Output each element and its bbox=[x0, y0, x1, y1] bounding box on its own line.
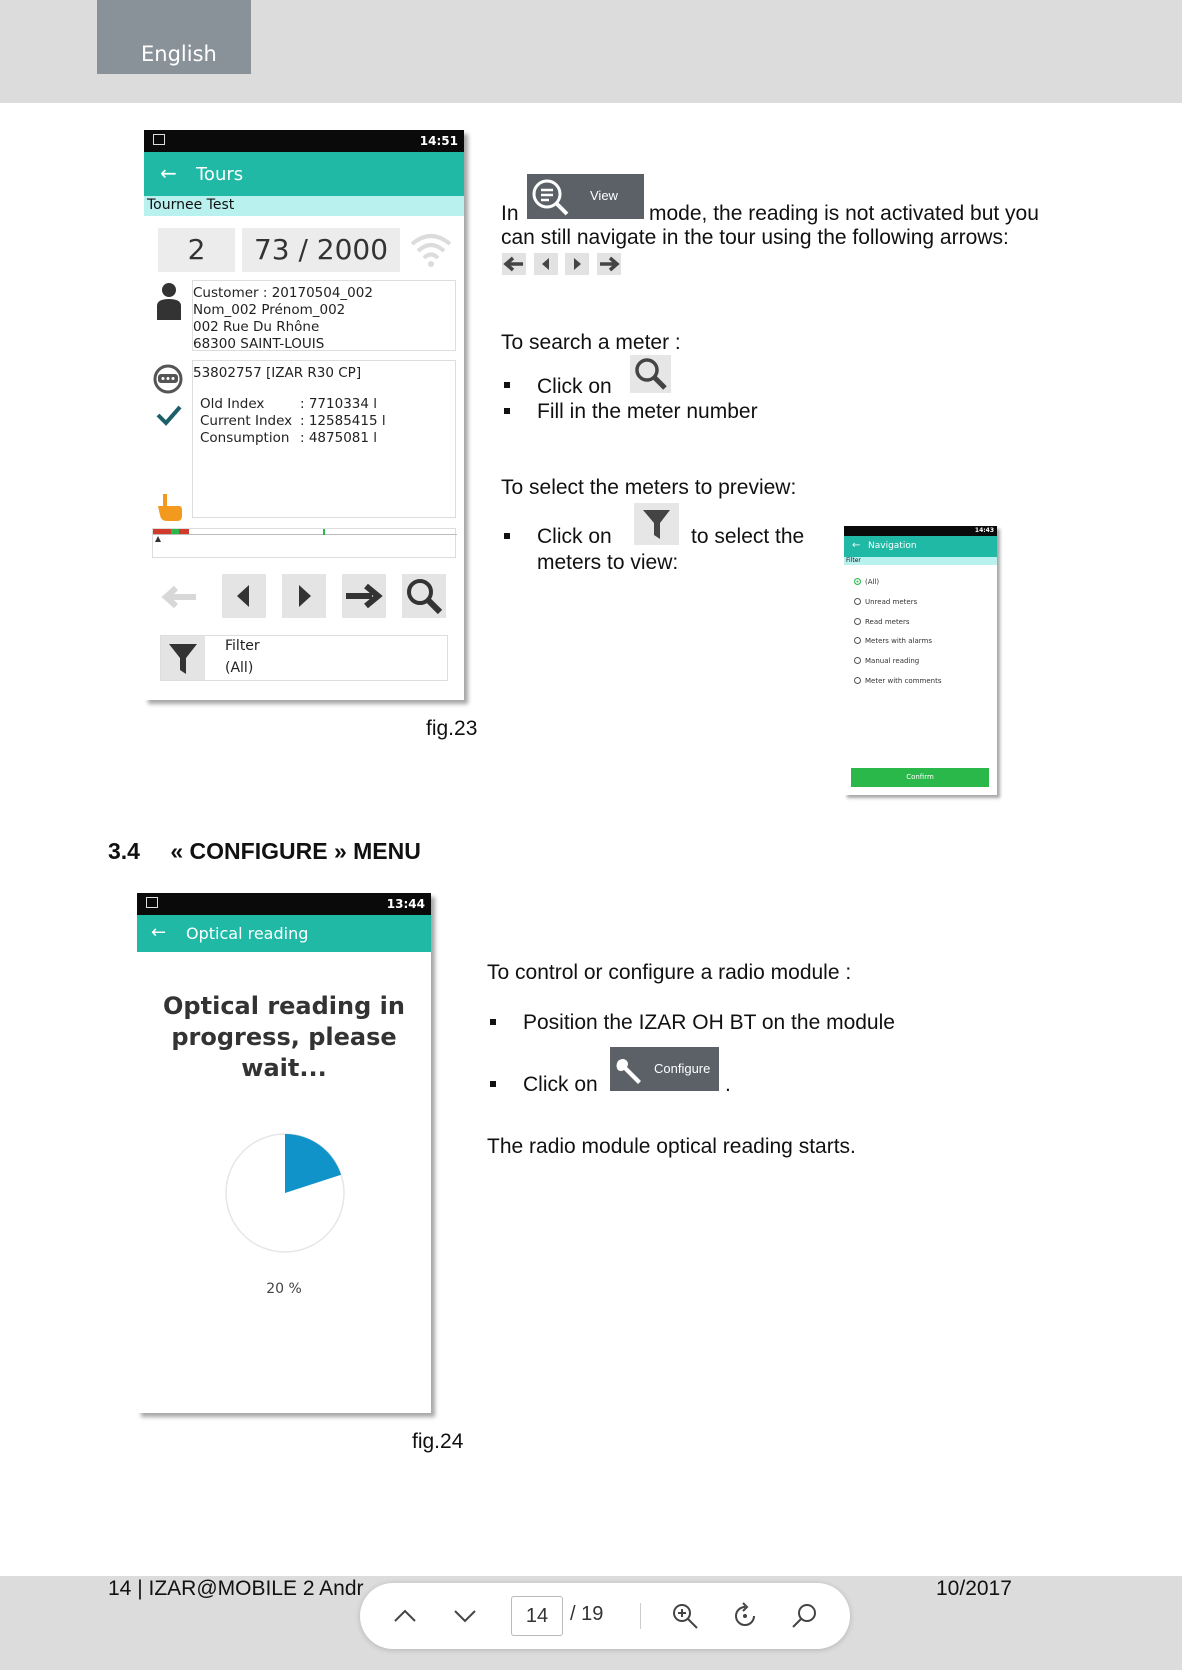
bullet bbox=[490, 1019, 496, 1025]
index-label: Consumption bbox=[200, 430, 290, 446]
select-title: To select the meters to preview: bbox=[501, 476, 797, 499]
arrow-left-icon bbox=[502, 253, 526, 275]
radio-icon bbox=[854, 657, 861, 664]
radio-selected-icon bbox=[854, 578, 861, 585]
section-title: « CONFIGURE » MENU bbox=[170, 838, 421, 864]
arrow-right-icon bbox=[597, 253, 621, 275]
gallery-icon bbox=[153, 134, 165, 145]
app-bar bbox=[144, 152, 464, 196]
triangle-left-icon bbox=[534, 253, 558, 275]
section-number: 3.4 bbox=[108, 838, 140, 864]
view-button-label: View bbox=[590, 188, 618, 203]
optical-message bbox=[137, 991, 431, 1084]
triangle-right-icon bbox=[282, 574, 326, 618]
figure-caption-23: fig.23 bbox=[426, 717, 478, 740]
view-magnifier-icon bbox=[530, 177, 570, 217]
app-bar bbox=[844, 536, 997, 557]
meter-id: 53802757 [IZAR R30 CP] bbox=[193, 365, 362, 381]
wrench-icon bbox=[614, 1055, 644, 1085]
option-label: Meter with comments bbox=[865, 677, 942, 685]
option-unread[interactable] bbox=[854, 598, 917, 606]
arrow-right-icon bbox=[342, 574, 386, 618]
pdf-toolbar bbox=[360, 1583, 850, 1649]
last-button[interactable] bbox=[342, 574, 386, 618]
table-row bbox=[200, 430, 386, 447]
meter-card bbox=[192, 360, 456, 518]
back-arrow-icon[interactable]: ← bbox=[151, 922, 167, 943]
meter-icon bbox=[150, 364, 186, 394]
index-value: : 4875081 l bbox=[300, 430, 378, 446]
customer-line-2: Nom_002 Prénom_002 bbox=[193, 302, 346, 318]
progress-percent: 20 % bbox=[266, 1281, 302, 1297]
configure-intro: To control or configure a radio module : bbox=[487, 961, 852, 984]
next-button[interactable] bbox=[282, 574, 326, 618]
configure-outro: The radio module optical reading starts. bbox=[487, 1135, 856, 1158]
option-label: Meters with alarms bbox=[865, 637, 932, 645]
option-label: Read meters bbox=[865, 618, 910, 626]
bullet bbox=[504, 408, 510, 414]
table-row bbox=[200, 413, 386, 430]
gallery-icon bbox=[146, 897, 158, 908]
select-bullet-a: Click on bbox=[537, 525, 612, 548]
option-read[interactable] bbox=[854, 618, 910, 626]
option-label: Manual reading bbox=[865, 657, 920, 665]
search-icon bbox=[630, 355, 671, 393]
customer-line-3: 002 Rue Du Rhône bbox=[193, 319, 320, 335]
filter-button[interactable] bbox=[161, 636, 205, 680]
configure-bullet-2: Click on bbox=[523, 1073, 598, 1096]
select-bullet-c: meters to view: bbox=[537, 551, 679, 574]
status-bar bbox=[844, 526, 997, 536]
last-arrow-chip bbox=[597, 253, 621, 275]
filter-box[interactable] bbox=[160, 635, 448, 681]
tour-name: Tournee Test bbox=[144, 196, 464, 216]
customer-line-1: Customer : 20170504_002 bbox=[193, 285, 373, 301]
footer-date: 10/2017 bbox=[936, 1577, 1012, 1600]
option-comments[interactable] bbox=[854, 677, 941, 685]
bullet bbox=[490, 1081, 496, 1087]
app-bar-title: Navigation bbox=[868, 541, 917, 551]
configure-bullet-2-end: . bbox=[725, 1073, 731, 1096]
chevron-down-icon[interactable] bbox=[450, 1601, 480, 1631]
option-alarms[interactable] bbox=[854, 637, 932, 645]
search-bullet-1: Click on bbox=[537, 375, 612, 398]
view-text-1: mode, the reading is not activated but you bbox=[649, 202, 1039, 225]
app-bar-title: Tours bbox=[196, 164, 244, 185]
optical-reading-screenshot bbox=[137, 893, 431, 1413]
progress-marker bbox=[323, 529, 325, 535]
person-icon bbox=[156, 282, 182, 320]
filter-value: (All) bbox=[225, 660, 254, 676]
filter-label: Filter bbox=[225, 638, 260, 654]
search-icon[interactable] bbox=[790, 1601, 820, 1631]
triangle-left-icon bbox=[222, 574, 266, 618]
radio-icon bbox=[854, 598, 861, 605]
configure-bullet-1: Position the IZAR OH BT on the module bbox=[523, 1011, 895, 1034]
wifi-icon bbox=[408, 226, 454, 272]
configure-button-label: Configure bbox=[654, 1061, 711, 1076]
option-manual[interactable] bbox=[854, 657, 919, 665]
page-total: / 19 bbox=[570, 1603, 604, 1625]
filter-header: Filter bbox=[844, 557, 997, 565]
meter-count: 73 / 2000 bbox=[242, 228, 400, 272]
rotate-icon[interactable] bbox=[730, 1601, 760, 1631]
table-row bbox=[200, 396, 386, 413]
chevron-up-icon[interactable] bbox=[390, 1601, 420, 1631]
radio-icon bbox=[854, 618, 861, 625]
status-time: 14:51 bbox=[419, 134, 458, 148]
progress-track bbox=[153, 534, 457, 535]
previous-button[interactable] bbox=[222, 574, 266, 618]
search-chip bbox=[630, 355, 671, 393]
search-button[interactable] bbox=[402, 574, 446, 618]
app-bar bbox=[137, 915, 431, 952]
radio-icon bbox=[854, 637, 861, 644]
tours-screenshot bbox=[144, 130, 464, 700]
section-heading bbox=[108, 838, 421, 865]
triangle-right-icon bbox=[565, 253, 589, 275]
view-button[interactable] bbox=[527, 174, 644, 219]
footer-doc-title: 14 | IZAR@MOBILE 2 Andr bbox=[108, 1577, 364, 1600]
option-all[interactable] bbox=[854, 578, 879, 586]
status-bar bbox=[137, 893, 431, 915]
customer-card bbox=[192, 280, 456, 351]
search-bullet-2: Fill in the meter number bbox=[537, 400, 758, 423]
option-label: Unread meters bbox=[865, 598, 918, 606]
index-label: Old Index bbox=[200, 396, 265, 412]
search-icon bbox=[402, 574, 446, 618]
option-label: (All) bbox=[865, 578, 880, 586]
tour-progress-bar bbox=[152, 528, 456, 558]
checkmark-icon bbox=[156, 404, 182, 426]
radio-icon bbox=[854, 677, 861, 684]
bullet bbox=[504, 533, 510, 539]
bullet bbox=[504, 382, 510, 388]
page-number-input[interactable]: 14 bbox=[511, 1596, 563, 1636]
next-arrow-chip bbox=[565, 253, 589, 275]
optical-message-line-1: Optical reading in bbox=[163, 992, 405, 1020]
search-title: To search a meter : bbox=[501, 331, 681, 354]
meter-position: 2 bbox=[158, 228, 235, 272]
cursor-triangle-icon bbox=[155, 536, 161, 542]
pointing-hand-icon bbox=[154, 492, 184, 522]
first-arrow-chip bbox=[502, 253, 526, 275]
first-arrow-icon[interactable] bbox=[158, 582, 198, 612]
index-value: : 12585415 l bbox=[300, 413, 386, 429]
progress-pie-chart bbox=[223, 1131, 347, 1255]
previous-arrow-chip bbox=[534, 253, 558, 275]
funnel-icon bbox=[161, 636, 205, 680]
status-time: 13:44 bbox=[386, 897, 425, 911]
status-time: 14:43 bbox=[974, 527, 994, 534]
customer-line-4: 68300 SAINT-LOUIS bbox=[193, 336, 325, 352]
meter-index-table bbox=[200, 396, 386, 447]
funnel-icon bbox=[634, 503, 679, 545]
figure-caption-24: fig.24 bbox=[412, 1430, 464, 1453]
view-intro: In bbox=[501, 202, 519, 225]
configure-button[interactable] bbox=[610, 1047, 719, 1091]
select-bullet-b: to select the bbox=[691, 525, 805, 548]
index-label: Current Index bbox=[200, 413, 293, 429]
back-arrow-icon[interactable]: ← bbox=[852, 540, 861, 551]
filter-chip bbox=[634, 503, 679, 545]
optical-message-line-3: wait... bbox=[241, 1054, 327, 1082]
navigation-screenshot bbox=[844, 526, 997, 795]
status-bar bbox=[144, 130, 464, 152]
confirm-button[interactable]: Confirm bbox=[851, 768, 989, 787]
index-value: : 7710334 l bbox=[300, 396, 378, 412]
optical-message-line-2: progress, please bbox=[171, 1023, 397, 1051]
zoom-in-icon[interactable] bbox=[670, 1601, 700, 1631]
app-bar-title: Optical reading bbox=[186, 924, 309, 943]
view-text-2: can still navigate in the tour using the following arrows: bbox=[501, 226, 1009, 249]
language-tab[interactable]: English bbox=[97, 0, 251, 74]
back-arrow-icon[interactable]: ← bbox=[160, 161, 177, 185]
toolbar-divider bbox=[640, 1603, 641, 1629]
